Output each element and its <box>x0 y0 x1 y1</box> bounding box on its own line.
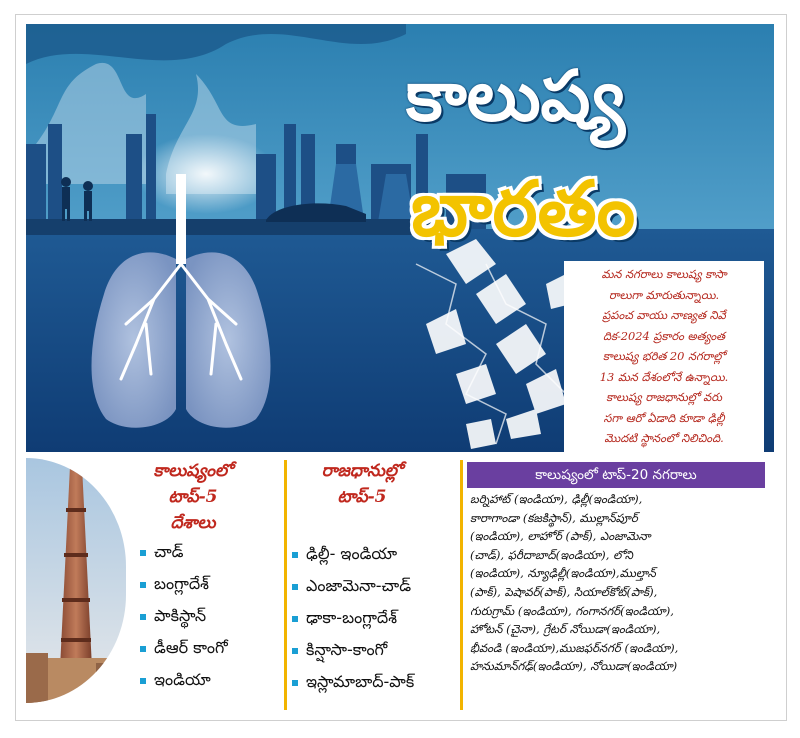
capital-name: కిన్షాసా-కాంగో <box>306 640 388 659</box>
list-item <box>292 570 462 602</box>
list-item <box>292 634 462 666</box>
cities-line: కారాగాండా (కజకిస్థాన్), ముల్లాన్‌పూర్ <box>470 510 638 525</box>
cities-line: హనుమాన్‌గఢ్(ఇండియా), నోయిడా(ఇండియా) <box>470 659 678 674</box>
bullet-icon <box>140 678 146 684</box>
list-item <box>140 664 288 696</box>
top5-countries-section <box>118 458 288 696</box>
capitals-heading-line: టాప్-5 <box>337 487 387 507</box>
country-name: డీఆర్ కాంగో <box>154 638 228 657</box>
intro-line: కాలుష్య భరిత 20 నగరాల్లో <box>602 349 726 363</box>
list-item <box>292 602 462 634</box>
headline-line-1: కాలుష్య <box>406 54 625 137</box>
intro-text-box <box>564 261 764 452</box>
intro-line: రాలుగా మారుతున్నాయి. <box>608 287 720 302</box>
intro-line: మన నగరాలు కాలుష్య కాసా <box>601 267 727 281</box>
list-item <box>140 600 288 632</box>
bullet-icon <box>292 552 298 558</box>
countries-list <box>140 536 288 696</box>
countries-heading-line: టాప్-5 <box>168 487 218 507</box>
capital-name: ఢాకా-బంగ్లాదేశ్ <box>306 608 398 627</box>
bullet-icon <box>140 614 146 620</box>
top20-cities-text <box>470 490 770 676</box>
capitals-heading <box>292 458 432 510</box>
country-name: చాడ్ <box>154 542 184 561</box>
intro-line: 13 మన దేశంలోనే ఉన్నాయి. <box>599 369 729 384</box>
cities-line: భీవండి (ఇండియా),ముజఫర్‌నగర్ (ఇండియా), <box>470 640 679 655</box>
column-divider <box>284 460 287 710</box>
bullet-icon <box>140 646 146 652</box>
hero-illustration <box>26 24 774 452</box>
intro-line: మొదటి స్థానంలో నిలిచింది. <box>604 431 724 445</box>
cities-line: (ఇండియా), లాహోర్ (పాక్), ఎంజామెనా <box>470 529 651 544</box>
cities-heading: కాలుష్యంలో టాప్-20 నగరాలు <box>467 462 765 488</box>
intro-line: దిక-2024 ప్రకారం అత్యంత <box>602 328 726 343</box>
bullet-icon <box>140 582 146 588</box>
bullet-icon <box>140 550 146 556</box>
bullet-icon <box>292 648 298 654</box>
bullet-icon <box>292 616 298 622</box>
cities-line: (చాడ్), ఫరీదాబాద్(ఇండియా), లోని <box>470 547 633 562</box>
countries-heading-line: కాలుష్యంలో <box>153 461 233 481</box>
countries-heading-line: దేశాలు <box>170 513 216 533</box>
column-divider <box>460 460 463 710</box>
bullet-icon <box>292 584 298 590</box>
capital-name: ఇస్లామాబాద్-పాక్ <box>306 672 415 691</box>
cities-line: (పాక్), పెషావర్(పాక్), సియాల్‌కోట్(పాక్), <box>470 584 658 599</box>
list-item <box>140 568 288 600</box>
list-item <box>292 538 462 570</box>
country-name: ఇండియా <box>154 670 211 689</box>
capitals-list <box>292 538 462 698</box>
intro-line: సగా ఆరో ఏడాది కూడా ఢిల్లీ <box>603 410 725 425</box>
list-item <box>140 536 288 568</box>
capital-name: ఢిల్లీ- ఇండియా <box>306 544 398 563</box>
list-item <box>140 632 288 664</box>
cities-line: గురుగ్రామ్ (ఇండియా), గంగానగర్(ఇండియా), <box>470 603 674 618</box>
headline-line-2: భారతం <box>411 164 636 253</box>
bullet-icon <box>292 680 298 686</box>
cities-line: (ఇండియా), న్యూఢిల్లీ(ఇండియా),ముల్తాన్ <box>470 566 656 581</box>
capital-name: ఎంజామెనా-చాడ్ <box>306 576 412 595</box>
cities-line: బర్నిహాట్ (ఇండియా), ఢిల్లీ(ఇండియా), <box>470 492 643 506</box>
country-name: పాకిస్థాన్ <box>154 606 207 625</box>
top5-capitals-section <box>292 458 462 698</box>
capitals-heading-line: రాజధానుల్లో <box>321 461 403 481</box>
cities-line: హోటన్ (చైనా), గ్రేటర్ నోయిడా(ఇండియా), <box>470 622 661 637</box>
countries-heading <box>118 458 268 536</box>
intro-line: కాలుష్య రాజధానుల్లో వరు <box>606 390 722 404</box>
intro-line: ప్రపంచ వాయు నాణ్యత నివే <box>602 308 726 322</box>
list-item <box>292 666 462 698</box>
country-name: బంగ్లాదేశ్ <box>154 574 209 593</box>
